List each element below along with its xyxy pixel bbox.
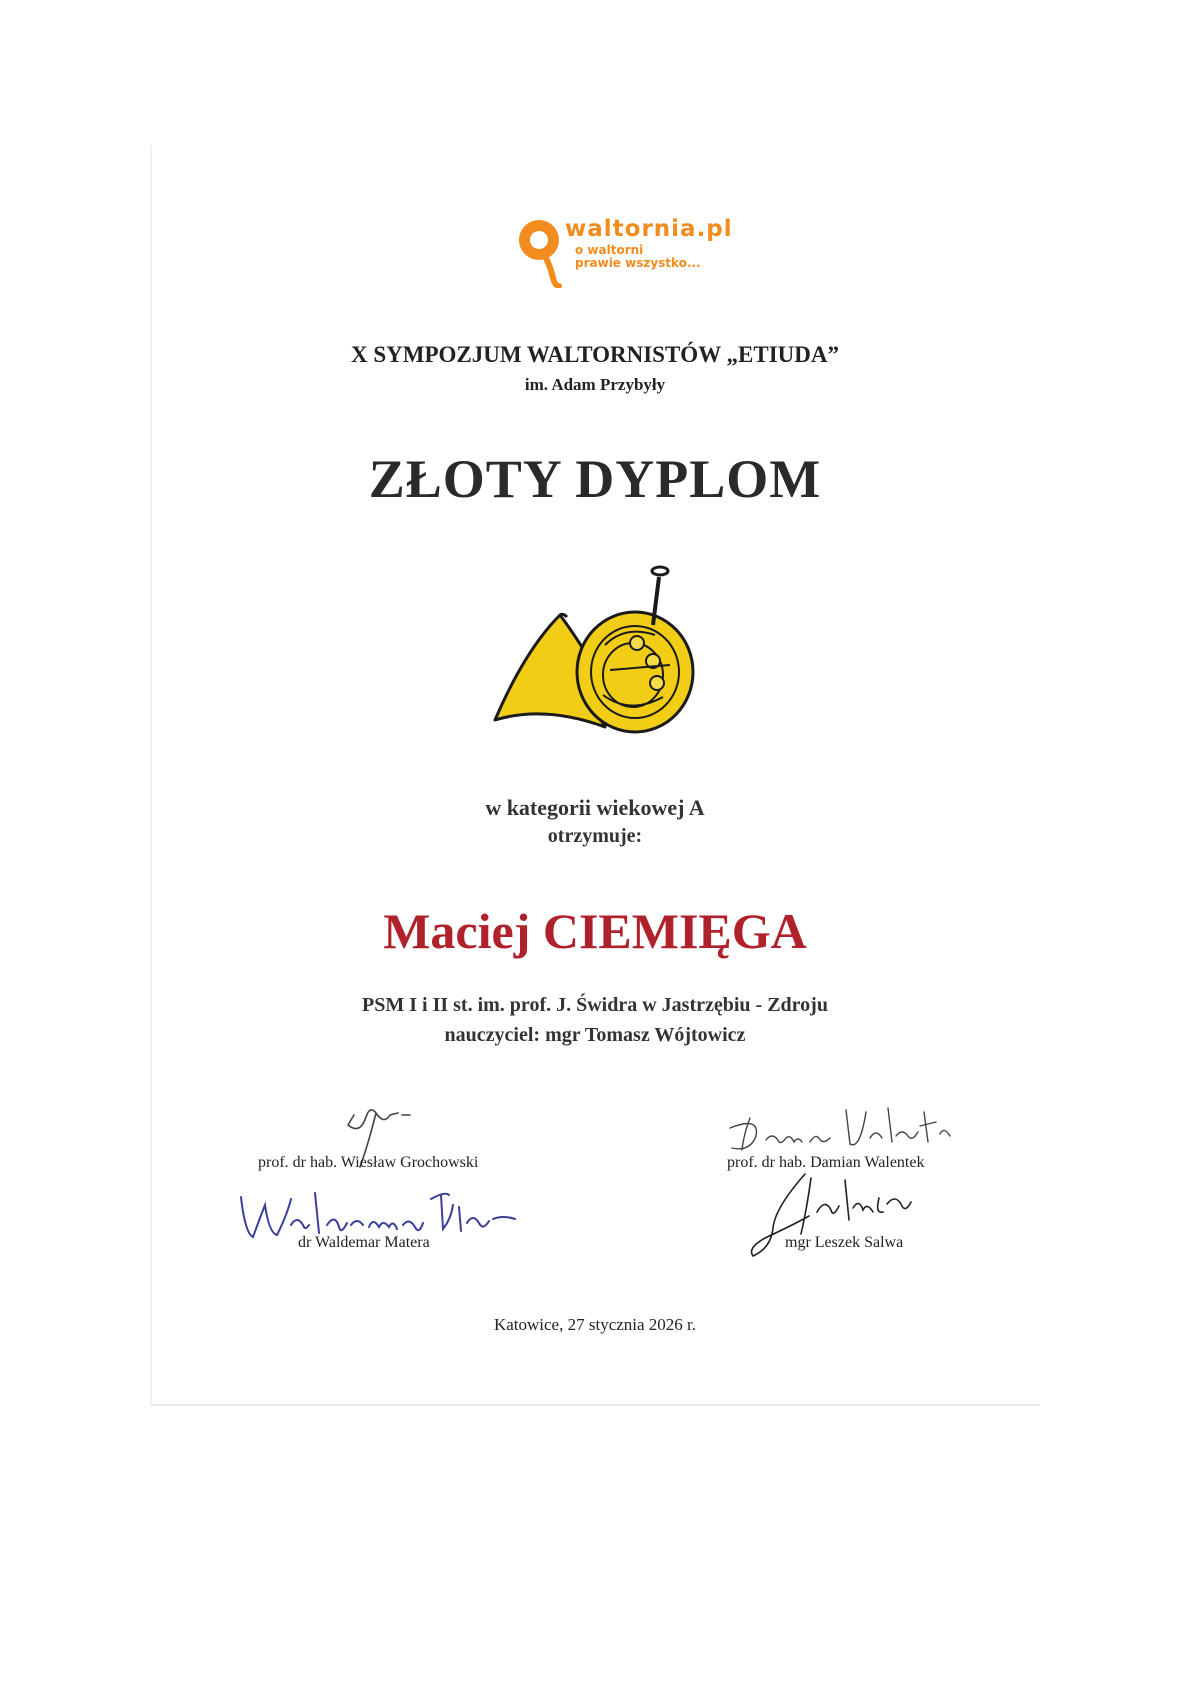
signatory-name-matera: dr Waldemar Matera (298, 1234, 430, 1251)
logo-horn-icon (515, 216, 563, 288)
logo-tagline (575, 244, 701, 270)
receives-label: otrzymuje: (547, 825, 643, 847)
place-and-date: Katowice, 27 stycznia 2026 r. (493, 1315, 697, 1334)
age-category: w kategorii wiekowej A (485, 795, 705, 820)
page-edge-left (150, 145, 152, 1405)
teacher-name: nauczyciel: mgr Tomasz Wójtowicz (444, 1024, 746, 1046)
event-subtitle: im. Adam Przybyły (524, 375, 666, 394)
page-edge-bottom (150, 1404, 1040, 1406)
logo-tagline-line1: o waltorni (575, 243, 644, 257)
logo-tagline-line2: prawie wszystko... (575, 256, 701, 270)
logo-name: waltornia.pl (565, 216, 733, 242)
signatory-name-grochowski: prof. dr hab. Wiesław Grochowski (258, 1154, 479, 1171)
waltornia-logo (515, 210, 755, 290)
diploma-title: ZŁOTY DYPLOM (368, 449, 822, 509)
french-horn-icon (485, 555, 735, 755)
signatory-name-walentek: prof. dr hab. Damian Walentek (727, 1154, 925, 1171)
recipient-name: Maciej CIEMIĘGA (383, 903, 807, 959)
signatory-name-salwa: mgr Leszek Salwa (785, 1234, 904, 1251)
school-name: PSM I i II st. im. prof. J. Świdra w Jastrzębiu - Zdroju (362, 994, 828, 1016)
event-title: X SYMPOZJUM WALTORNISTÓW „ETIUDA” (351, 342, 839, 367)
signature-walentek (720, 1098, 960, 1158)
